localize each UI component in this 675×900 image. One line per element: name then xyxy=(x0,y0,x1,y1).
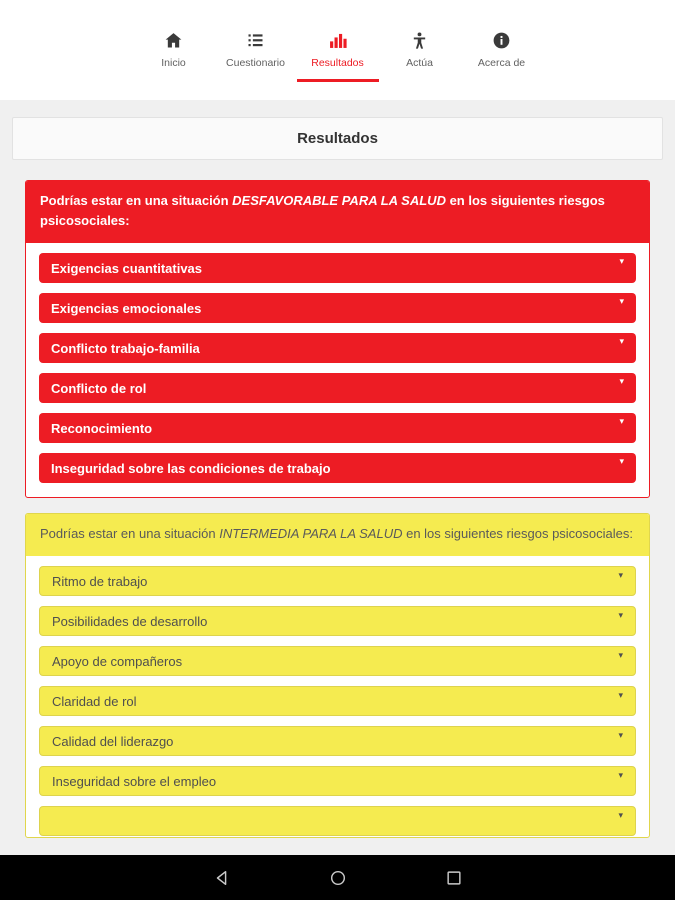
home-icon xyxy=(163,28,184,52)
dropdown-row-inseguridad-condiciones[interactable] xyxy=(39,453,636,483)
tab-inicio[interactable] xyxy=(133,28,215,82)
chevron-down-icon: ▾ xyxy=(619,416,624,426)
chevron-down-icon: ▾ xyxy=(619,336,624,346)
section-intermediate xyxy=(25,513,650,838)
header-text: en los siguientes riesgos psicosociales: xyxy=(40,193,605,228)
row-label: Ritmo de trabajo xyxy=(52,573,148,589)
top-tab-bar xyxy=(0,0,675,100)
info-icon xyxy=(491,28,512,52)
tab-actua[interactable] xyxy=(379,28,461,82)
chevron-down-icon: ▾ xyxy=(619,456,624,466)
section-unfavorable-header xyxy=(26,181,649,243)
tab-label: Actúa xyxy=(406,57,433,69)
android-recents-button[interactable] xyxy=(443,867,465,889)
section-unfavorable xyxy=(25,180,650,498)
section-unfavorable-rows xyxy=(26,253,649,497)
chevron-down-icon: ▾ xyxy=(619,376,624,386)
row-label: Claridad de rol xyxy=(52,693,137,709)
tab-label: Inicio xyxy=(161,57,186,69)
dropdown-row-exigencias-emocionales[interactable] xyxy=(39,293,636,323)
row-label: Inseguridad sobre las condiciones de trabajo xyxy=(51,460,331,476)
dropdown-row-calidad-liderazgo[interactable] xyxy=(39,726,636,756)
row-label: Posibilidades de desarrollo xyxy=(52,613,208,629)
row-label: Apoyo de compañeros xyxy=(52,653,183,669)
header-text: Podrías estar en una situación xyxy=(40,526,220,541)
chevron-down-icon: ▾ xyxy=(618,810,623,820)
row-label: Conflicto trabajo-familia xyxy=(51,340,200,356)
row-label: Exigencias cuantitativas xyxy=(51,260,203,276)
android-back-button[interactable] xyxy=(211,867,233,889)
tab-resultados[interactable] xyxy=(297,28,379,82)
chevron-down-icon: ▾ xyxy=(619,256,624,266)
dropdown-row-inseguridad-empleo[interactable] xyxy=(39,766,636,796)
chevron-down-icon: ▾ xyxy=(618,570,623,580)
chevron-down-icon: ▾ xyxy=(618,610,623,620)
header-text: Podrías estar en una situación xyxy=(40,193,233,208)
chevron-down-icon: ▾ xyxy=(618,770,623,780)
header-emphasis: DESFAVORABLE PARA LA SALUD xyxy=(232,193,446,208)
row-label: Exigencias emocionales xyxy=(51,300,202,316)
page-content xyxy=(0,100,675,855)
section-intermediate-rows xyxy=(26,566,649,838)
tab-cuestionario[interactable] xyxy=(215,28,297,82)
tab-label: Acerca de xyxy=(477,57,526,69)
header-text: en los siguientes riesgos psicosociales: xyxy=(402,526,633,541)
tab-acerca-de[interactable] xyxy=(461,28,543,82)
android-navigation-bar xyxy=(0,855,675,900)
dropdown-row-claridad-de-rol[interactable] xyxy=(39,686,636,716)
chevron-down-icon: ▾ xyxy=(618,730,623,740)
bar-chart-icon xyxy=(327,28,348,52)
dropdown-row-conflicto-de-rol[interactable] xyxy=(39,373,636,403)
row-label: Reconocimiento xyxy=(51,420,153,436)
dropdown-row-ritmo-de-trabajo[interactable] xyxy=(39,566,636,596)
section-intermediate-header xyxy=(26,514,649,556)
dropdown-row-posibilidades-desarrollo[interactable] xyxy=(39,606,636,636)
row-label: Conflicto de rol xyxy=(51,380,147,396)
dropdown-row-exigencias-cuantitativas[interactable] xyxy=(39,253,636,283)
list-icon xyxy=(245,28,266,52)
person-act-icon xyxy=(409,28,430,52)
chevron-down-icon: ▾ xyxy=(618,650,623,660)
header-emphasis: INTERMEDIA PARA LA SALUD xyxy=(219,526,403,541)
tab-group xyxy=(133,28,543,82)
android-home-button[interactable] xyxy=(327,867,349,889)
dropdown-row-apoyo-companeros[interactable] xyxy=(39,646,636,676)
dropdown-row-partial[interactable] xyxy=(39,806,636,836)
chevron-down-icon: ▾ xyxy=(618,690,623,700)
row-label: Calidad del liderazgo xyxy=(52,733,174,749)
tab-label: Resultados xyxy=(311,57,364,69)
dropdown-row-reconocimiento[interactable] xyxy=(39,413,636,443)
chevron-down-icon: ▾ xyxy=(619,296,624,306)
page-title: Resultados xyxy=(12,117,663,160)
dropdown-row-conflicto-trabajo-familia[interactable] xyxy=(39,333,636,363)
row-label: Inseguridad sobre el empleo xyxy=(52,773,217,789)
tab-label: Cuestionario xyxy=(226,57,285,69)
